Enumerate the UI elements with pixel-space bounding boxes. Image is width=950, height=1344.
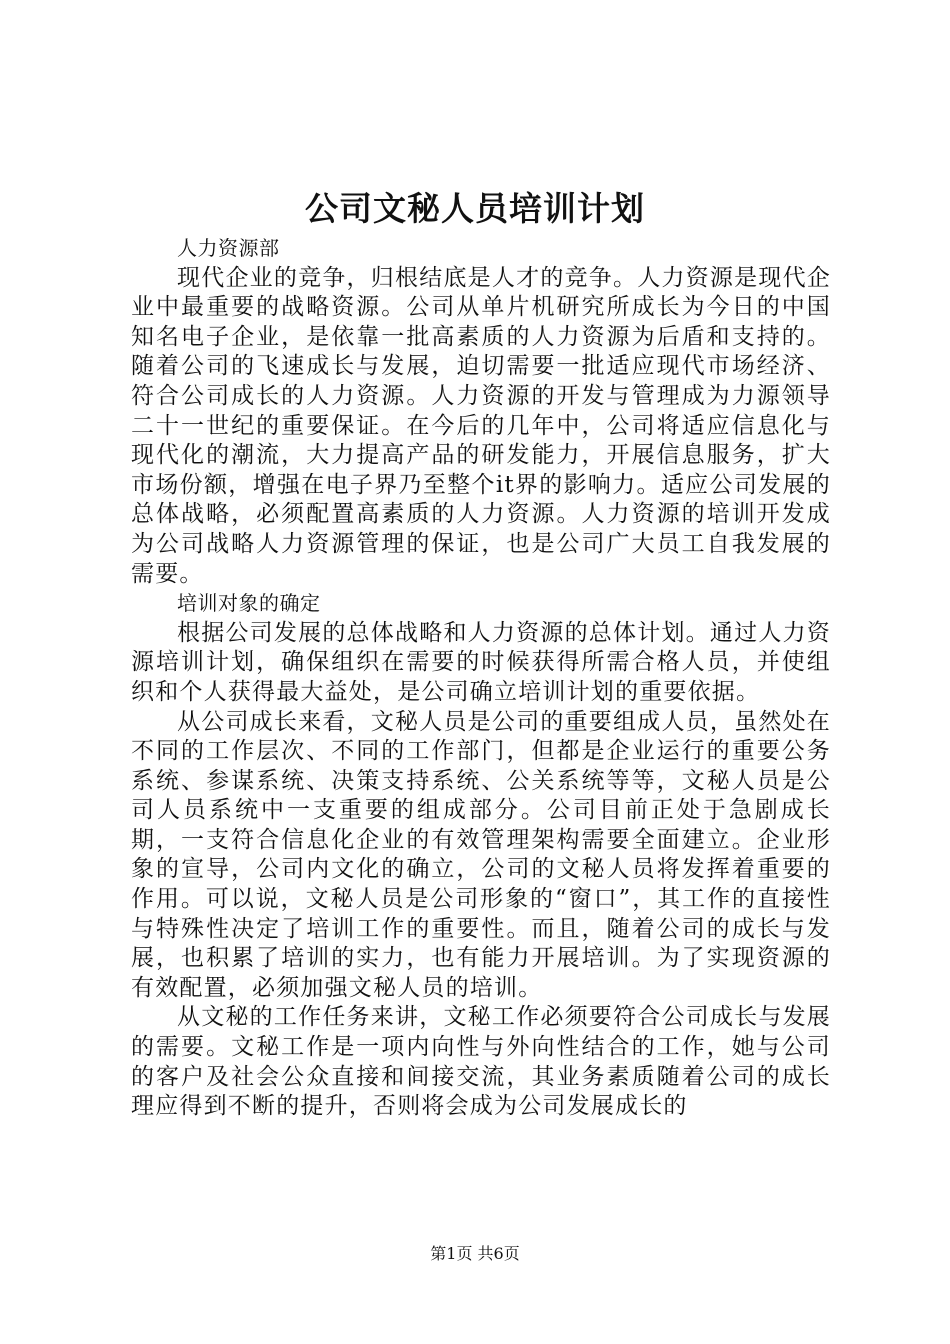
intro-paragraph: 现代企业的竞争，归根结底是人才的竞争。人力资源是现代企业中最重要的战略资源。公司从单片机研究所成长为今日的中国知名电子企业，是依靠一批高素质的人力资源为后盾和支持的。随着公司的飞速成长与发展，迫切需要一批适应现代市场经济、符合公司成长的人力资源。人力资源的开发与管理成为力源领导二十一世纪的重要保证。在今后的几年中，公司将适应信息化与现代化的潮流，大力提高产品的研发能力，开展信息服务，扩大市场份额，增强在电子界乃至整个it界的影响力。适应公司发展的总体战略，必须配置高素质的人力资源。人力资源的培训开发成为公司战略人力资源管理的保证，也是公司广大员工自我发展的需要。 <box>131 264 831 587</box>
body-paragraph-1: 根据公司发展的总体战略和人力资源的总体计划。通过人力资源培训计划，确保组织在需要的时候获得所需合格人员，并使组织和个人获得最大益处，是公司确立培训计划的重要依据。 <box>131 619 831 705</box>
page-number: 第1页 共6页 <box>430 1244 520 1263</box>
body-paragraph-2: 从公司成长来看，文秘人员是公司的重要组成人员，虽然处在不同的工作层次、不同的工作部门，但都是企业运行的重要公务系统、参谋系统、决策支持系统、公关系统等等，文秘人员是公司人员系统中一支重要的组成部分。公司目前正处于急剧成长期，一支符合信息化企业的有效管理架构需要全面建立。企业形象的宣导，公司内文化的确立，公司的文秘人员将发挥着重要的作用。可以说，文秘人员是公司形象的“窗口”，其工作的直接性与特殊性决定了培训工作的重要性。而且，随着公司的成长与发展，也积累了培训的实力，也有能力开展培训。为了实现资源的有效配置，必须加强文秘人员的培训。 <box>131 708 831 1001</box>
document-title: 公司文秘人员培训计划 <box>305 189 645 228</box>
body-paragraph-3: 从文秘的工作任务来讲，文秘工作必须要符合公司成长与发展的需要。文秘工作是一项内向性与外向性结合的工作，她与公司的客户及社会公众直接和间接交流，其业务素质随着公司的成长理应得到不断的提升，否则将会成为公司发展成长的 <box>131 1004 831 1120</box>
section-heading: 培训对象的确定 <box>177 591 321 616</box>
document-body <box>131 234 831 1122</box>
department-label: 人力资源部 <box>177 236 280 260</box>
